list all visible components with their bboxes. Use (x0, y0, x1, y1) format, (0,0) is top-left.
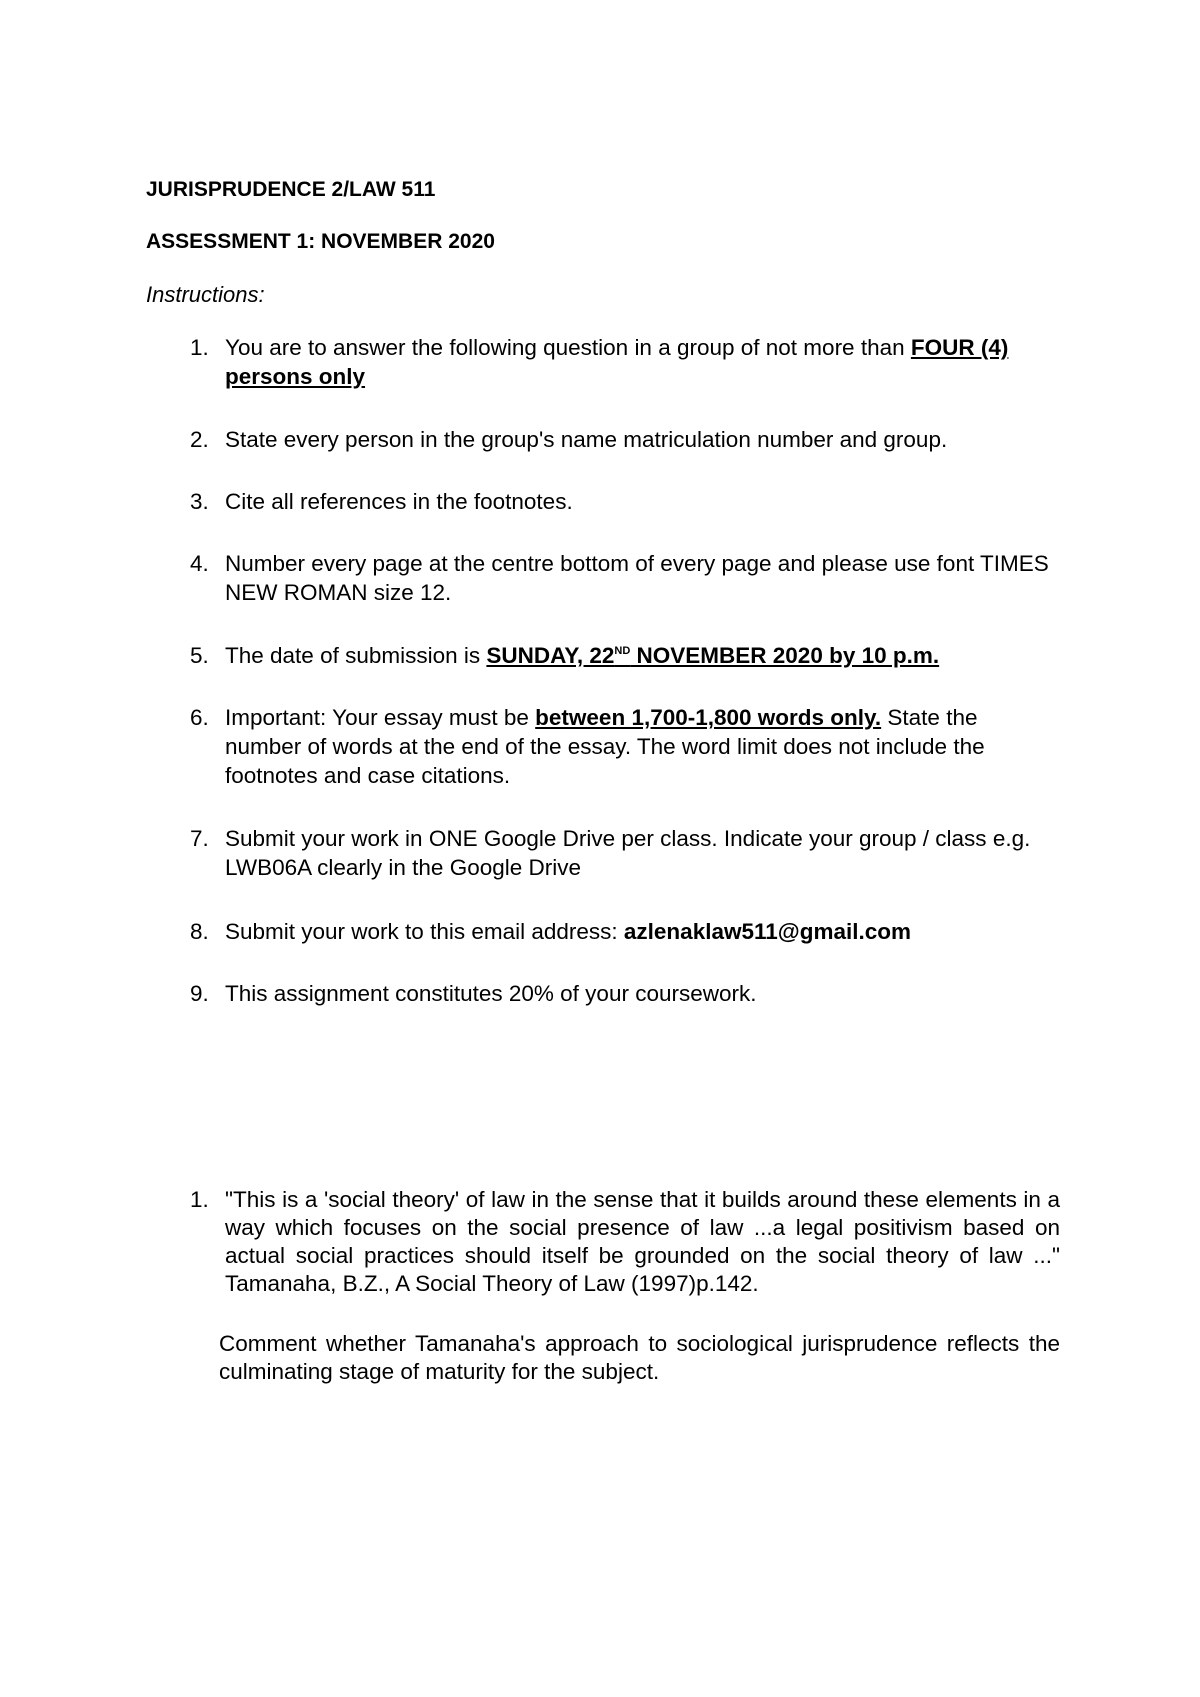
question-item (190, 1186, 1060, 1298)
instruction-number: 9. (190, 981, 209, 1006)
email-address: azlenaklaw511@gmail.com (623, 919, 911, 944)
instruction-item-4 (190, 549, 1070, 607)
instruction-text-after: State the number of words at the end of the essay. The word limit does not include the footnotes and case citations. (225, 705, 985, 788)
instruction-number: 8. (190, 919, 209, 944)
instruction-text: Important: Your essay must be (225, 705, 536, 730)
instruction-text: Submit your work to this email address: (225, 919, 624, 944)
word-limit: between 1,700-1,800 words only. (535, 705, 882, 730)
instruction-number: 2. (190, 427, 209, 452)
instruction-text: The date of submission is (225, 643, 487, 668)
instruction-text: State every person in the group's name matriculation number and group. (225, 427, 948, 452)
instruction-number: 5. (190, 643, 209, 668)
instruction-number: 6. (190, 705, 209, 730)
instruction-item-3 (190, 487, 1070, 516)
submission-day: SUNDAY, 22 (486, 643, 615, 668)
submission-month-time: NOVEMBER 2020 by 10 p.m. (630, 643, 940, 668)
instruction-item-2 (190, 425, 1070, 454)
submission-date (486, 643, 939, 668)
assessment-title: ASSESSMENT 1: NOVEMBER 2020 (146, 230, 495, 253)
course-title: JURISPRUDENCE 2/LAW 511 (146, 178, 436, 201)
instruction-text: Number every page at the centre bottom of every page and please use font TIMES NEW ROMAN size 12. (225, 551, 1049, 605)
instruction-item-6 (190, 703, 1070, 790)
instructions-label: Instructions: (146, 282, 265, 307)
instruction-number: 1. (190, 335, 209, 360)
instruction-number: 7. (190, 826, 209, 851)
question-comment: Comment whether Tamanaha's approach to sociological jurisprudence reflects the culminating stage of maturity for the subject. (219, 1331, 1060, 1384)
instruction-text: You are to answer the following question in a group of not more than (225, 335, 911, 360)
question-quote: "This is a 'social theory' of law in the sense that it builds around these elements in a way which focuses on the social presence of law ...a legal positivism based on actual social practices should itself be grounded on the social theory of law ..." Tamanaha, B.Z., A Social Theory of Law (1997)p.142. (225, 1187, 1060, 1296)
question-number: 1. (190, 1187, 209, 1212)
instruction-number: 3. (190, 489, 209, 514)
instruction-emphasis: FOUR (4) persons only (225, 335, 1009, 389)
instruction-number: 4. (190, 551, 209, 576)
instruction-item-7 (190, 824, 1070, 882)
instruction-item-9 (190, 979, 1070, 1008)
instruction-text: Cite all references in the footnotes. (225, 489, 573, 514)
instruction-text: Submit your work in ONE Google Drive per class. Indicate your group / class e.g. LWB06A clearly in the Google Drive (225, 826, 1031, 880)
instruction-item-1 (190, 333, 1070, 391)
instruction-item-5 (190, 641, 1070, 670)
instruction-item-8 (190, 917, 1070, 946)
ordinal-suffix: ND (614, 645, 631, 657)
instruction-text: This assignment constitutes 20% of your coursework. (225, 981, 757, 1006)
